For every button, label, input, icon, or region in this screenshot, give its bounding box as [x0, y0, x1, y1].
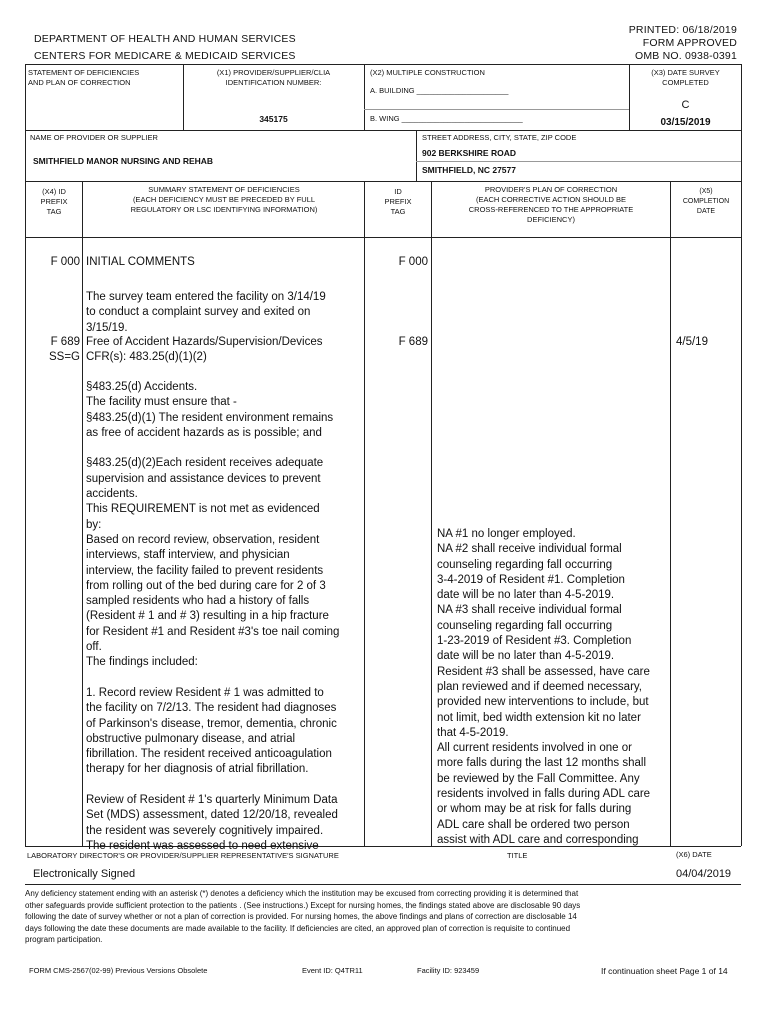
date-label: (X6) DATE [676, 850, 712, 859]
rule-signature-bottom [25, 884, 741, 885]
divider-x3 [629, 64, 630, 130]
divider-x2 [364, 64, 365, 130]
omb-number: OMB NO. 0938-0391 [634, 50, 737, 62]
col-x5: (X5) COMPLETION DATE [682, 188, 730, 215]
signature-value: Electronically Signed [33, 868, 136, 880]
rule-provider [25, 130, 741, 131]
border-left [25, 64, 26, 846]
footer-form: FORM CMS-2567(02-99) Previous Versions Obsolete [29, 966, 208, 975]
x1-label: (X1) PROVIDER/SUPPLIER/CLIA IDENTIFICATION NUMBER: [216, 68, 331, 87]
initial-comments: INITIAL COMMENTS [86, 256, 195, 268]
col-plan: PROVIDER'S PLAN OF CORRECTION (EACH CORRECTIVE ACTION SHOULD BE CROSS-REFERENCED TO THE APPROPRIATE DEFICIENCY) [468, 185, 634, 224]
tag-f689-left: F 689 [50, 336, 80, 348]
divider-x1 [183, 64, 184, 130]
signature-label: LABORATORY DIRECTOR'S OR PROVIDER/SUPPLIER REPRESENTATIVE'S SIGNATURE [27, 851, 339, 860]
divider-address [416, 130, 417, 181]
survey-text: The survey team entered the facility on 3/14/19 to conduct a complaint survey and exited on 3/15/19. [86, 291, 326, 334]
footer-continuation: If continuation sheet Page 1 of 14 [601, 966, 728, 976]
disclaimer: Any deficiency statement ending with an asterisk (*) denotes a deficiency which the institution may be excused from correcting providing it is determined that other safeguards provide sufficient protection to the patients . (See instructions.) Except for nursing homes, the findings stated above are disclosable 90 days following the date of survey whether or not a plan of correction is provided. For nursing homes, the above findings and plans of correction are disclosable 14 days following the date these documents are made available to the facility. If deficiencies are cited, an approved plan of correction is requisite to continued program participation. [25, 889, 581, 944]
x2-label: (X2) MULTIPLE CONSTRUCTION [370, 68, 485, 77]
divider-col-summary [364, 181, 365, 846]
divider-col-plan [670, 181, 671, 846]
signature-date: 04/04/2019 [676, 868, 732, 880]
x3-code: C [681, 99, 690, 111]
divider-col-id [431, 181, 432, 846]
scope-severity: SS=G [48, 351, 80, 363]
tag-f000-right: F 000 [398, 256, 428, 268]
provider-name-label: NAME OF PROVIDER OR SUPPLIER [30, 133, 158, 142]
rule-columns [25, 181, 741, 182]
address-line-2: SMITHFIELD, NC 27577 [422, 165, 516, 175]
address-split [416, 161, 741, 162]
col-id-prefix: ID PREFIX TAG [384, 187, 412, 216]
provider-id: 345175 [259, 114, 288, 124]
border-right [741, 64, 742, 846]
plan-text: NA #1 no longer employed. NA #2 shall receive individual formal counseling regarding fall occurring 3-4-2019 of Resident #1. Completion date will be no later than 4-5-2019. NA #3 shall receive individual formal counseling regarding fall occurring 1-23-2019 of Resident #3. Completion date will be no later than 4-5-2019. Resident #3 shall be assessed, have care plan reviewed and if deemed necessary, provided new interventions to include, but not limit, bed width extension kit no later that 4-5-2019. All current residents involved in one or more falls during the last 12 months shall be reviewed by the Fall Committee. Any residents involved in falls during ADL care or whom may be at risk for falls during ADL care shall be ordered two person assist with ADL care and corresponding [437, 528, 651, 846]
deficiency-text: §483.25(d) Accidents. The facility must ensure that - §483.25(d)(1) The resident environment remains as free of accident hazards as is possible; and §483.25(d)(2)Each resident receives adequate supervision and assistance devices to prevent accidents. This REQUIREMENT is not met as evidenced by: Based on record review, observation, resident interviews, staff interview, and physician interview, the facility failed to prevent residents from rolling out of the bed during care for 2 of 3 sampled residents who had a history of falls (Resident # 1 and # 3) resulting in a hip fracture for Resident #1 and Resident #3's toe nail coming off. The findings included: 1. Record review Resident # 1 was admitted to the facility on 7/2/13. The resident had diagnoses of Parkinson's disease, tremor, dementia, chronic obstructive pulmonary disease, and atrial fibrillation. The resident received anticoagulation therapy for her diagnosis of atrial fibrillation. Review of Resident # 1's quarterly Minimum Data Set (MDS) assessment, dated 12/20/18, revealed the resident was severely cognitively impaired. The resident was assessed to need extensive [86, 381, 340, 852]
survey-date: 03/15/2019 [660, 117, 711, 128]
statement-label: STATEMENT OF DEFICIENCIES AND PLAN OF CORRECTION [28, 68, 140, 87]
rule-body [25, 237, 741, 238]
tag-f689-right: F 689 [398, 336, 428, 348]
completion-date: 4/5/19 [676, 336, 708, 348]
printed-date: PRINTED: 06/18/2019 [628, 24, 737, 36]
address-label: STREET ADDRESS, CITY, STATE, ZIP CODE [422, 133, 577, 142]
address-line-1: 902 BERKSHIRE ROAD [422, 148, 516, 158]
agency-line-1: DEPARTMENT OF HEALTH AND HUMAN SERVICES [34, 33, 296, 45]
rule-top [25, 64, 741, 65]
title-label: TITLE [507, 851, 528, 860]
col-summary: SUMMARY STATEMENT OF DEFICIENCIES (EACH DEFICIENCY MUST BE PRECEDED BY FULL REGULATORY OR LSC IDENTIFYING INFORMATION) [130, 185, 318, 214]
agency-line-2: CENTERS FOR MEDICARE & MEDICAID SERVICES [34, 50, 296, 62]
footer-event-id: Event ID: Q4TR11 [302, 966, 363, 975]
building-label: A. BUILDING ______________________ [370, 86, 509, 95]
tag-f000-left: F 000 [50, 256, 80, 268]
provider-name: SMITHFIELD MANOR NURSING AND REHAB [33, 156, 214, 166]
wing-label: B. WING _____________________________ [370, 114, 523, 123]
x2-split [364, 109, 629, 110]
divider-col-prefix [82, 181, 83, 846]
footer-facility-id: Facility ID: 923459 [417, 966, 480, 975]
x3-label: (X3) DATE SURVEY COMPLETED [651, 68, 720, 87]
form-approved: FORM APPROVED [642, 37, 737, 49]
f689-title: Free of Accident Hazards/Supervision/Devices CFR(s): 483.25(d)(1)(2) [86, 336, 323, 364]
col-x4-prefix: (X4) ID PREFIX TAG [40, 187, 68, 216]
